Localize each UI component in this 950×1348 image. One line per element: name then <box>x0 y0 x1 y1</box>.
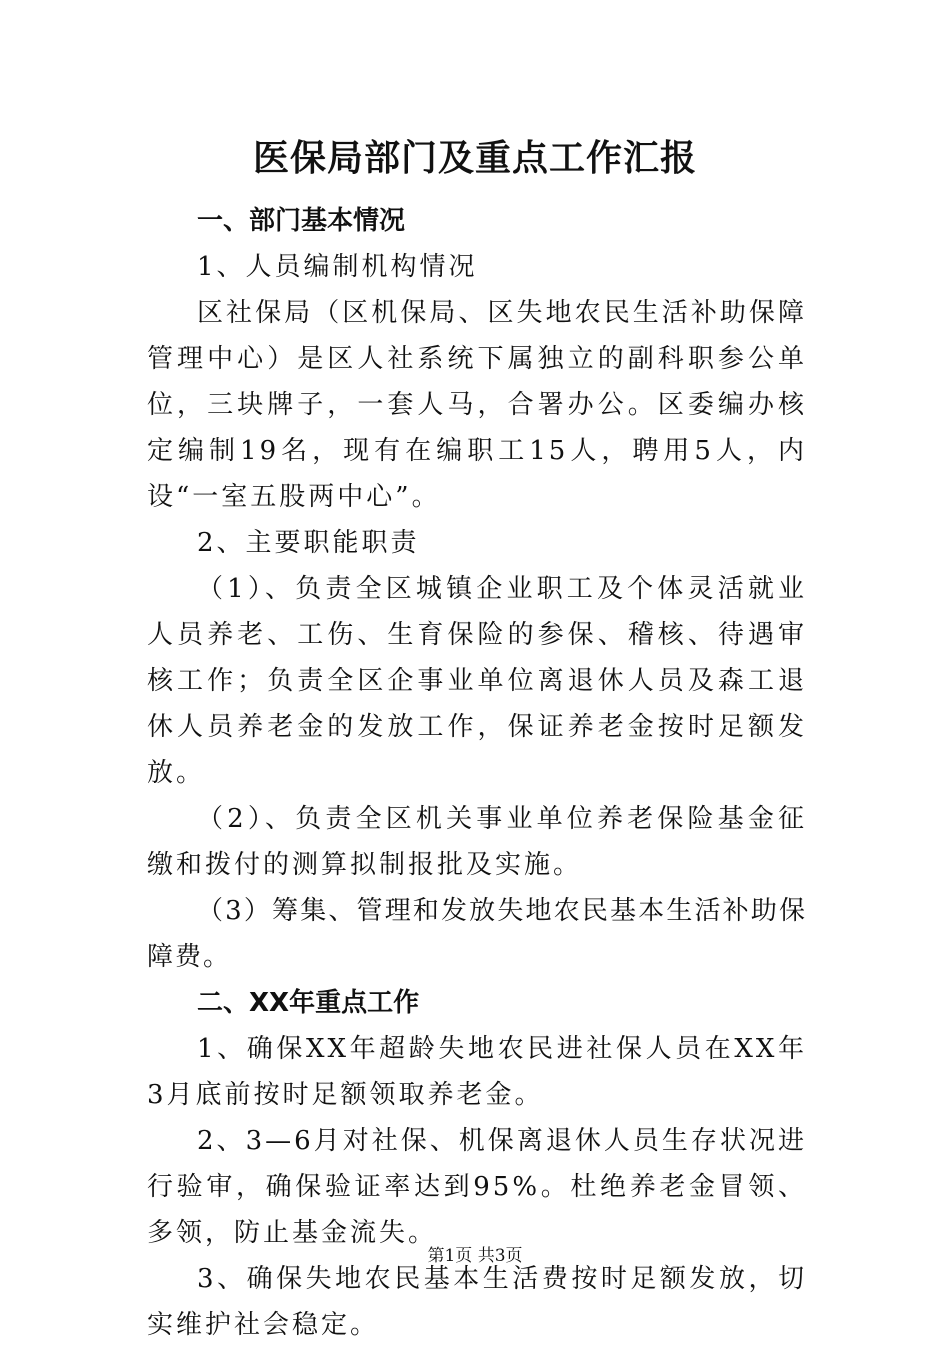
section-2-heading: 二、XX年重点工作 <box>197 988 420 1018</box>
staffing-paragraph: 区社保局（区机保局、区失地农民生活补助保障管理中心）是区人社系统下属独立的副科职参公单位，三块牌子，一套人马，合署办公。区委编办核定编制19名，现有在编职工15人，聘用5人，内设“一室五股两中心”。 <box>147 298 807 512</box>
subsection-1-title: 1、人员编制机构情况 <box>197 252 478 282</box>
subsection-2-title: 2、主要职能职责 <box>197 528 420 558</box>
duty-1-paragraph: （1）、负责全区城镇企业职工及个体灵活就业人员养老、工伤、生育保险的参保、稽核、待遇审核工作；负责全区企事业单位离退休人员及森工退休人员养老金的发放工作，保证养老金按时足额发放。 <box>147 574 807 788</box>
page-title: 医保局部门及重点工作汇报 <box>252 137 697 179</box>
work-item-1: 1、确保XX年超龄失地农民进社保人员在XX年3月底前按时足额领取养老金。 <box>147 1034 807 1110</box>
work-item-3: 3、确保失地农民基本生活费按时足额发放，切实维护社会稳定。 <box>147 1264 807 1340</box>
work-item-2: 2、3—6月对社保、机保离退休人员生存状况进行验审，确保验证率达到95%。杜绝养老金冒领、多领，防止基金流失。 <box>147 1126 807 1248</box>
document-body <box>147 198 807 1348</box>
duty-2-paragraph: （2）、负责全区机关事业单位养老保险基金征缴和拨付的测算拟制报批及实施。 <box>147 804 807 880</box>
section-1-heading: 一、部门基本情况 <box>197 206 406 236</box>
page-number-footer: 第1页 共3页 <box>427 1246 523 1266</box>
duty-3-paragraph: （3）筹集、管理和发放失地农民基本生活补助保障费。 <box>147 896 807 972</box>
